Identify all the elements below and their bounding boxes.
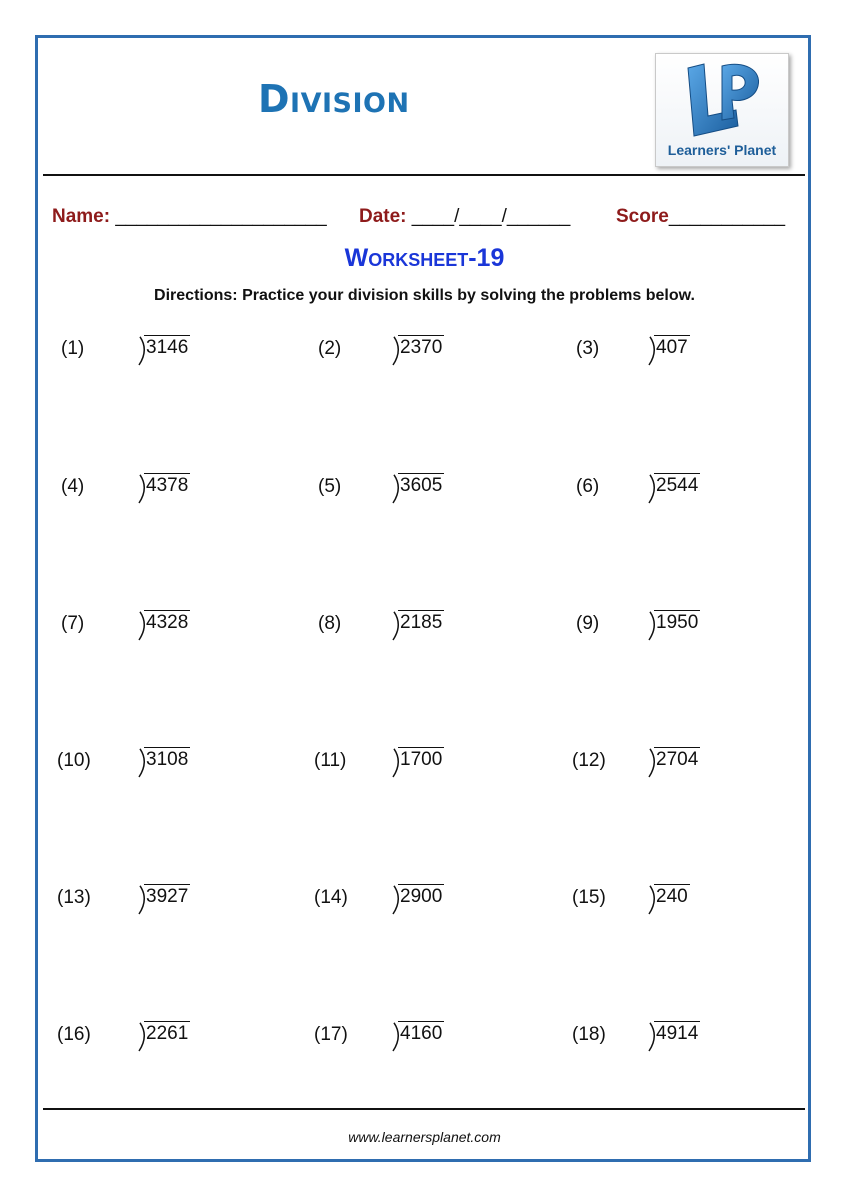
dividend: 407 [656,337,688,358]
lp-logo-icon [678,60,768,142]
problem-number: (3) [576,338,600,359]
problem-number: (2) [318,338,342,359]
problem-number: (4) [61,476,85,497]
problem-number: (9) [576,613,600,634]
dividend: 4160 [400,1023,443,1044]
problem-number: (5) [318,476,342,497]
page-title: Division [258,77,410,121]
date-line: ____/____/______ [411,206,571,227]
bottom-divider [43,1108,805,1110]
dividend: 2185 [400,612,443,633]
problem-number: (14) [314,887,348,908]
score-label: Score [616,206,669,227]
problem-number: (1) [61,338,85,359]
score-field [616,206,785,228]
name-field [52,206,327,228]
dividend: 2370 [400,337,443,358]
problem-number: (11) [314,750,347,771]
problem-number: (15) [572,887,606,908]
dividend: 240 [656,886,688,907]
page-border [35,35,811,1162]
dividend: 3108 [146,749,189,770]
dividend: 1950 [656,612,699,633]
problem-number: (10) [57,750,91,771]
dividend: 2704 [656,749,699,770]
dividend: 2544 [656,475,699,496]
name-label: Name: [52,206,111,227]
dividend: 3605 [400,475,443,496]
worksheet-title: Worksheet-19 [344,244,505,272]
top-divider [43,174,805,176]
problem-number: (16) [57,1024,91,1045]
problem-number: (6) [576,476,600,497]
problem-number: (7) [61,613,85,634]
problem-number: (17) [314,1024,348,1045]
dividend: 4328 [146,612,189,633]
dividend: 3927 [146,886,189,907]
problem-number: (18) [572,1024,606,1045]
logo [655,53,789,167]
dividend: 1700 [400,749,443,770]
problem-number: (13) [57,887,91,908]
footer-url: www.learnersplanet.com [348,1129,501,1145]
dividend: 4378 [146,475,189,496]
date-field [359,206,570,228]
name-line: ____________________ [115,206,327,227]
date-label: Date: [359,206,407,227]
directions: Directions: Practice your division skills by solving the problems below. [154,287,695,304]
logo-text: Learners' Planet [667,142,777,158]
dividend: 4914 [656,1023,699,1044]
dividend: 2900 [400,886,443,907]
dividend: 3146 [146,337,189,358]
problem-number: (8) [318,613,342,634]
problem-number: (12) [572,750,606,771]
dividend: 2261 [146,1023,189,1044]
score-line: ___________ [668,206,786,227]
